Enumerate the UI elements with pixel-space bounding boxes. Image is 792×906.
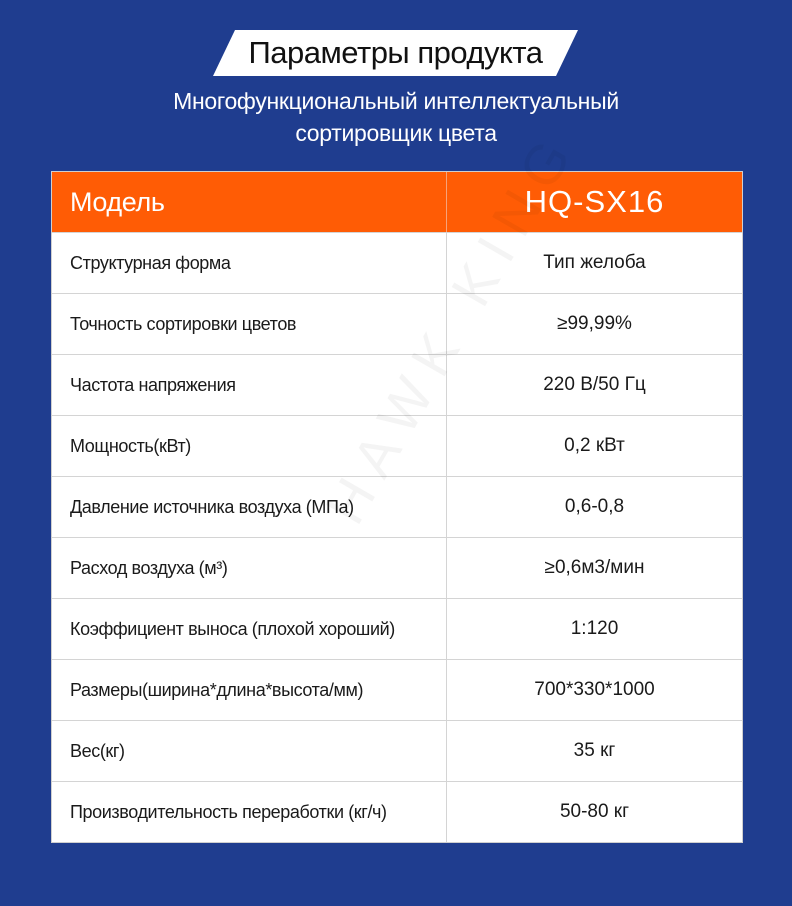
row-label: Частота напряжения <box>52 355 447 415</box>
table-row <box>52 781 742 842</box>
header-value: HQ-SX16 <box>524 184 665 219</box>
row-value: 0,2 кВт <box>564 435 625 456</box>
table-row <box>52 354 742 415</box>
row-value: 50-80 кг <box>559 801 630 822</box>
row-label: Коэффициент выноса (плохой хороший) <box>52 599 447 659</box>
title-banner <box>213 30 578 76</box>
row-label: Расход воздуха (м³) <box>52 538 447 598</box>
row-value: ≥0,6м3/мин <box>544 557 645 578</box>
subtitle-line-1: Многофункциональный интеллектуальный <box>173 88 619 114</box>
subtitle-line-2: сортировщик цвета <box>295 120 497 146</box>
header-label: Модель <box>52 172 447 232</box>
table-row <box>52 537 742 598</box>
row-label: Давление источника воздуха (МПа) <box>52 477 447 537</box>
spec-table <box>51 171 743 843</box>
table-row <box>52 659 742 720</box>
row-value: Тип желоба <box>543 252 646 273</box>
table-row <box>52 415 742 476</box>
row-label: Структурная форма <box>52 233 447 293</box>
row-label: Вес(кг) <box>52 721 447 781</box>
row-label: Мощность(кВт) <box>52 416 447 476</box>
row-value: 220 В/50 Гц <box>543 374 646 395</box>
row-label: Размеры(ширина*длина*высота/мм) <box>52 660 447 720</box>
table-row <box>52 720 742 781</box>
row-label: Производительность переработки (кг/ч) <box>52 782 447 842</box>
table-row <box>52 232 742 293</box>
page-title: Параметры продукта <box>248 35 543 70</box>
row-label: Точность сортировки цветов <box>52 294 447 354</box>
table-row <box>52 293 742 354</box>
row-value: ≥99,99% <box>557 313 632 334</box>
row-value: 1:120 <box>570 618 619 639</box>
table-header-row <box>52 172 742 232</box>
row-value: 35 кг <box>573 740 616 761</box>
table-row <box>52 598 742 659</box>
row-value: 700*330*1000 <box>534 679 655 700</box>
row-value: 0,6-0,8 <box>564 496 625 517</box>
table-row <box>52 476 742 537</box>
